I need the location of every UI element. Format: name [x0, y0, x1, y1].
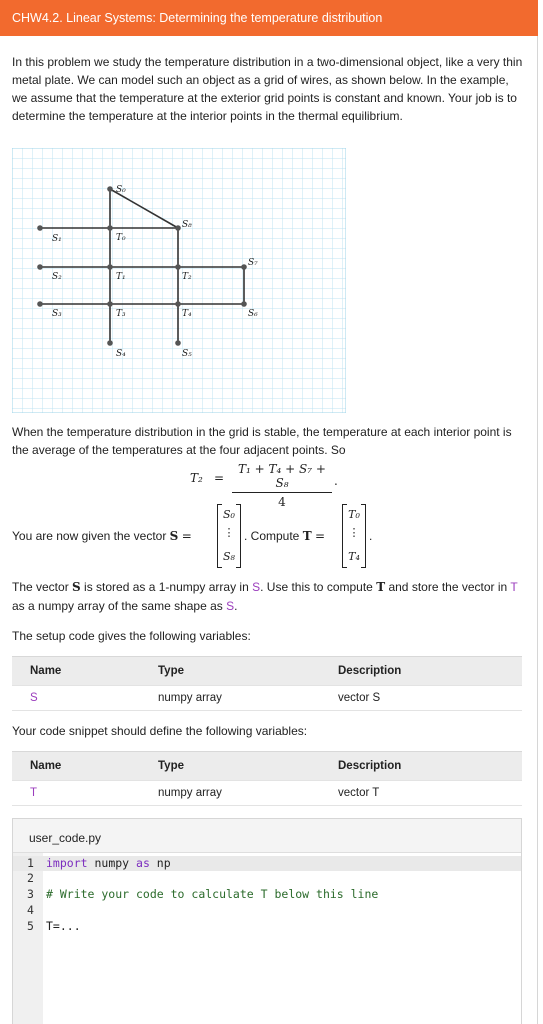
eq-numerator: T₁ + T₄ + S₇ + S₈	[232, 462, 332, 493]
code-line-4[interactable]	[13, 903, 521, 918]
keyword: import	[46, 856, 88, 870]
label-s5: S₅	[182, 349, 192, 359]
col-type: Type	[158, 657, 338, 686]
define-variables-table	[12, 751, 522, 806]
label-s6: S₆	[248, 309, 258, 319]
var-name: S	[12, 686, 158, 711]
keyword: as	[136, 856, 150, 870]
var-description: vector T	[338, 781, 522, 806]
t-vector-matrix	[342, 504, 366, 568]
code-editor[interactable]	[12, 818, 522, 1024]
label-t0: T₀	[116, 233, 126, 243]
eq-denominator: 4	[278, 495, 286, 509]
s-bottom: S₈	[223, 550, 235, 563]
p3-text: and store the vector in	[385, 580, 511, 594]
code-line-1[interactable]	[13, 856, 521, 871]
label-t1: T₁	[116, 272, 126, 282]
wire-grid-figure	[12, 148, 346, 413]
s-equals: =	[181, 529, 192, 543]
p3-t-symbol: T	[376, 580, 386, 594]
s-dots: ⋮	[223, 526, 235, 539]
var-type: numpy array	[158, 781, 338, 806]
s-symbol: S	[169, 529, 179, 543]
editor-filename: user_code.py	[13, 819, 521, 853]
vector-definition	[12, 500, 532, 572]
eq-lhs: T₂	[190, 471, 203, 485]
label-s8: S₈	[182, 220, 192, 230]
p3-s-var: S	[226, 599, 235, 613]
label-s7: S₇	[248, 258, 258, 268]
table-row	[12, 781, 522, 806]
vector-period: .	[369, 529, 373, 543]
vector-given	[12, 529, 192, 543]
p3-text: . Use this to compute	[260, 580, 377, 594]
var-name: T	[12, 781, 158, 806]
t-bottom: T₄	[348, 550, 360, 563]
equilibrium-paragraph: When the temperature distribution in the grid is stable, the temperature at each interior point is the average of the temperatures at the four adjacent points. So	[12, 425, 512, 457]
eq-equals: =	[214, 471, 225, 485]
col-description: Description	[338, 657, 522, 686]
line-number: 5	[27, 919, 34, 933]
var-description: vector S	[338, 686, 522, 711]
code-token: T=...	[46, 919, 81, 933]
p3-s-var: S	[252, 580, 261, 594]
p3-s-symbol: S	[72, 580, 81, 594]
label-s1: S₁	[52, 234, 62, 244]
code-text	[46, 856, 171, 871]
code-line-2[interactable]	[13, 871, 521, 886]
line-number: 4	[27, 903, 34, 917]
label-s4: S₄	[116, 349, 126, 359]
t-top: T₀	[348, 508, 360, 521]
label-s2: S₂	[52, 272, 62, 282]
code-line-3[interactable]	[13, 887, 521, 902]
t-dots: ⋮	[348, 526, 360, 539]
label-t2: T₂	[182, 272, 192, 282]
storage-paragraph	[12, 578, 527, 616]
code-line-5[interactable]	[13, 919, 521, 934]
col-description: Description	[338, 752, 522, 781]
p3-text: The vector	[12, 580, 73, 594]
line-number: 1	[27, 856, 34, 870]
p3-text: as a numpy array of the same shape as	[12, 599, 227, 613]
label-s3: S₃	[52, 309, 62, 319]
setup-intro: The setup code gives the following variables:	[12, 629, 251, 643]
page-title: CHW4.2. Linear Systems: Determining the temperature distribution	[12, 11, 383, 25]
table-row	[12, 686, 522, 711]
s-vector-matrix	[217, 504, 241, 568]
eq-period: .	[334, 474, 338, 488]
table-header-row	[12, 752, 522, 781]
define-intro: Your code snippet should define the following variables:	[12, 724, 308, 738]
label-s0: S₀	[116, 185, 126, 195]
code-token: np	[149, 856, 171, 870]
code-token: numpy	[87, 856, 137, 870]
col-type: Type	[158, 752, 338, 781]
p3-text: .	[234, 599, 238, 613]
t2-equation	[190, 462, 360, 509]
p3-text: is stored as a 1-numpy array in	[80, 580, 253, 594]
t-equals: =	[314, 529, 326, 543]
col-name: Name	[12, 657, 158, 686]
compute-label: . Compute	[244, 529, 300, 543]
intro-paragraph: In this problem we study the temperature distribution in a two-dimensional object, like a very thin metal plate. We can model such an object as a grid of wires, as shown below. In the example, we assume that the temperature at the exterior grid points is constant and known. Your job is to determine the temperature at the interior points in the thermal equilibrium.	[12, 55, 523, 123]
page-header	[0, 0, 538, 36]
grid-background	[12, 148, 346, 413]
var-type: numpy array	[158, 686, 338, 711]
label-t3: T₃	[116, 309, 126, 319]
label-t4: T₄	[182, 309, 192, 319]
line-number: 2	[27, 871, 34, 885]
compute-text	[244, 529, 325, 543]
setup-variables-table	[12, 656, 522, 711]
t-symbol: T	[302, 529, 312, 543]
table-header-row	[12, 657, 522, 686]
p3-t-var: T	[510, 580, 518, 594]
s-top: S₀	[223, 508, 235, 521]
line-number: 3	[27, 887, 34, 901]
col-name: Name	[12, 752, 158, 781]
code-comment: # Write your code to calculate T below this line	[46, 887, 379, 901]
given-text: You are now given the vector	[12, 529, 167, 543]
